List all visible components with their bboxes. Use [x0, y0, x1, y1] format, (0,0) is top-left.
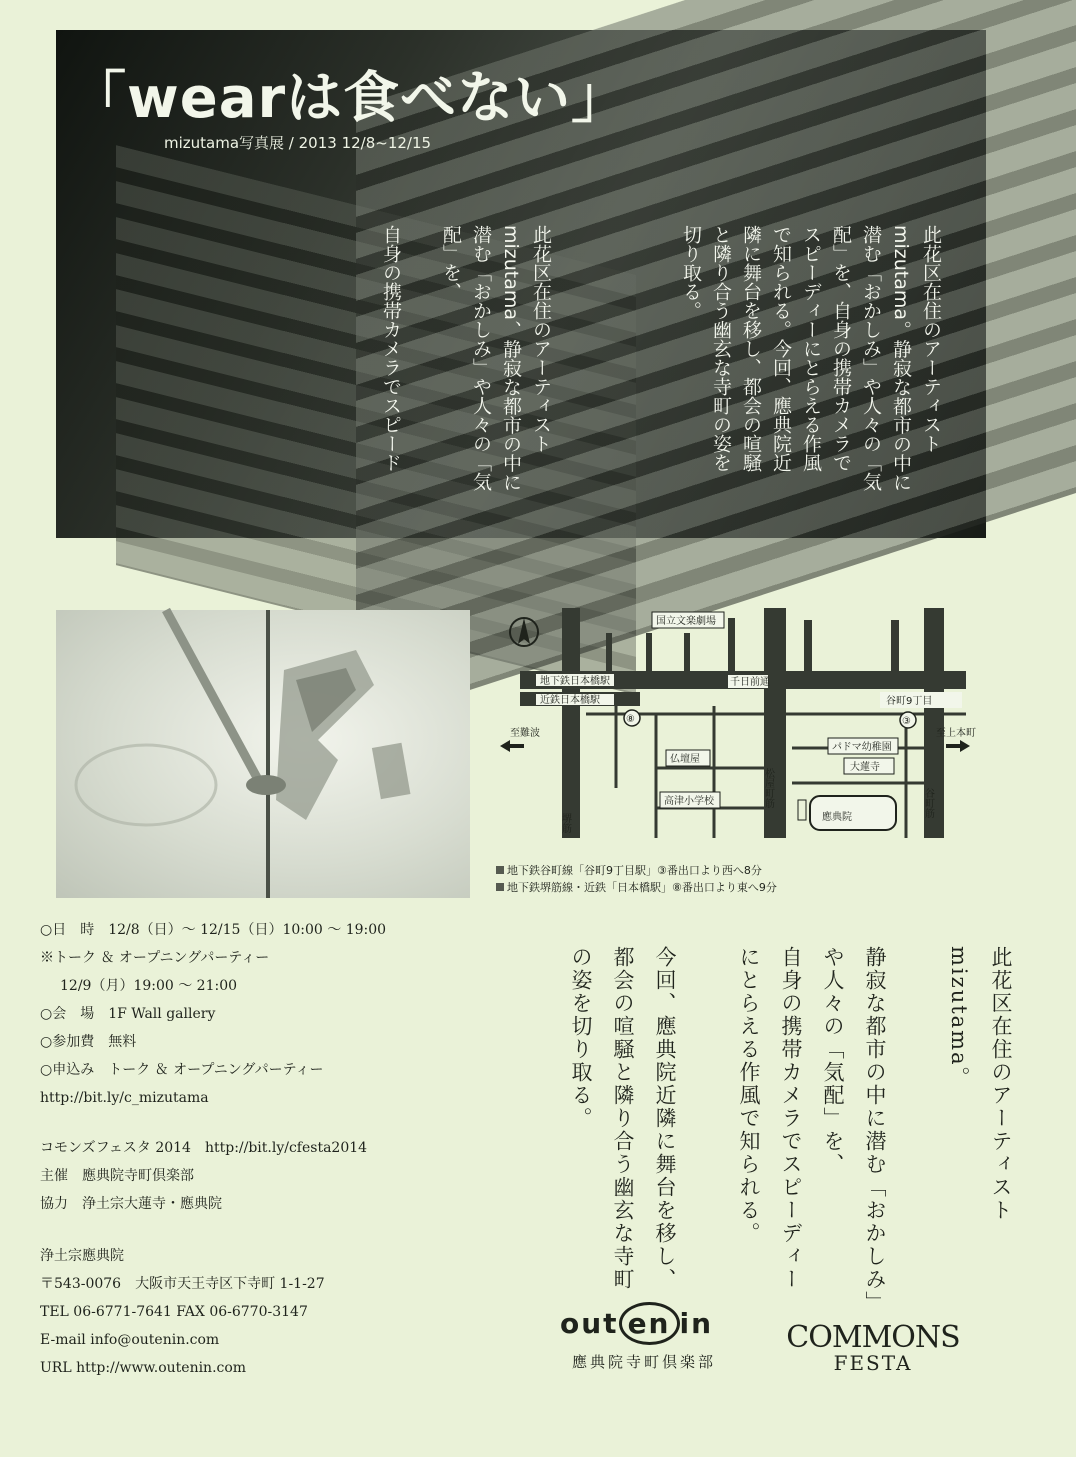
exhibition-subtitle: mizutama写真展 / 2013 12/8~12/15: [164, 134, 432, 152]
street-sennichimae: 千日前通: [730, 677, 770, 688]
info-talk: ※トーク ＆ オープニングパーティー: [40, 950, 270, 966]
landmark-butsudan: 仏壇屋: [670, 754, 700, 765]
street-tanimachi: 谷町筋: [922, 788, 934, 818]
direction-namba: 至難波: [510, 728, 540, 739]
exit-8-marker: ⑧: [626, 714, 635, 725]
exhibition-description: 此花区在住のアーティスト mizutama。 静寂な都市の中に潜む「おかしみ」 や人々の「気配」を、 自身の携帯カメラでスピーディー にとらえる作風で知られる。 今回、應典院近隣に舞台を移し、 都会の喧騒と隣り合う幽玄な寺町 の姿を切り取る。: [569, 946, 1013, 1314]
hero-photo: [56, 30, 986, 538]
exit-3-marker: ③: [902, 716, 911, 727]
info-venue: ○会 場 1F Wall gallery: [40, 1006, 216, 1022]
north-arrow-icon: [510, 618, 538, 646]
access-item: 地下鉄堺筋線・近鉄「日本橋駅」⑧番出口より東へ9分: [496, 879, 777, 896]
artwork-photo: [56, 610, 470, 898]
info-cooperation: 協力 浄土宗大蓮寺・應典院: [40, 1196, 222, 1212]
hero-description-repeat: 此花区在住のアーティスト mizutama、静寂な都市の中に 潜む「おかしみ」や人々の「気 配」を、 自身の携帯カメラでスピード: [380, 225, 552, 492]
access-item: 地下鉄谷町線「谷町9丁目駅」③番出口より西へ8分: [496, 862, 777, 879]
bullet-square-icon: [496, 883, 504, 891]
info-tel: TEL 06-6771-7641 FAX 06-6770-3147: [40, 1304, 308, 1320]
info-org-name: 浄土宗應典院: [40, 1248, 124, 1264]
arrow-right-icon: [946, 740, 970, 752]
info-url[interactable]: URL http://www.outenin.com: [40, 1360, 247, 1376]
event-info: [40, 916, 560, 1382]
street-matsuyamachi: 松屋町筋: [762, 768, 774, 808]
landmark-kozu: 高津小学校: [664, 796, 714, 807]
landmark-daireniji: 大蓮寺: [850, 762, 880, 773]
hero-description: 此花区在住のアーティスト mizutama。静寂な都市の中に 潜む「おかしみ」や人々の「気 配」を、自身の携帯カメラで スピーディーにとらえる作風 で知られる。今回、應典院近 隣に舞台を移し、都会の喧騒 と隣り合う幽玄な寺町の姿を 切り取る。: [680, 225, 942, 492]
info-fee: ○参加費 無料: [40, 1034, 137, 1050]
access-map: [496, 608, 974, 850]
info-talk-time: 12/9（月）19:00 ～ 21:00: [60, 978, 238, 994]
info-apply-url[interactable]: http://bit.ly/c_mizutama: [40, 1090, 209, 1106]
club-name: 應典院寺町倶楽部: [572, 1353, 717, 1371]
arrow-left-icon: [500, 740, 524, 752]
direction-uehommachi: 至上本町: [936, 728, 976, 739]
street-sakaisuji: 堺筋: [559, 813, 571, 833]
landmark-bunraku: 国立文楽劇場: [656, 616, 716, 627]
info-datetime: ○日 時 12/8（日）～ 12/15（日）10:00 ～ 19:00: [40, 922, 387, 938]
info-organizer: 主催 應典院寺町倶楽部: [40, 1168, 194, 1184]
station-nipponbashi-subway: 地下鉄日本橋駅: [540, 676, 610, 687]
exhibition-title: 「wearは食べない」: [70, 66, 629, 131]
info-apply: ○申込み トーク ＆ オープニングパーティー: [40, 1062, 324, 1078]
station-tanimachi9: 谷町9丁目: [886, 696, 933, 707]
info-festa[interactable]: コモンズフェスタ 2014 http://bit.ly/cfesta2014: [40, 1140, 368, 1156]
bullet-square-icon: [496, 866, 504, 874]
station-nipponbashi-kintetsu: 近鉄日本橋駅: [540, 695, 600, 706]
info-address: 〒543-0076 大阪市天王寺区下寺町 1-1-27: [40, 1276, 325, 1292]
commons-festa-logo: COMMONS FESTA: [786, 1320, 960, 1375]
outenin-logo: out en in 應典院寺町倶楽部: [560, 1302, 750, 1372]
landmark-padma: パドマ幼稚園: [832, 742, 892, 753]
info-email[interactable]: E-mail info@outenin.com: [40, 1332, 220, 1348]
landmark-outenin: 應典院: [822, 812, 852, 823]
access-directions: [496, 862, 777, 896]
